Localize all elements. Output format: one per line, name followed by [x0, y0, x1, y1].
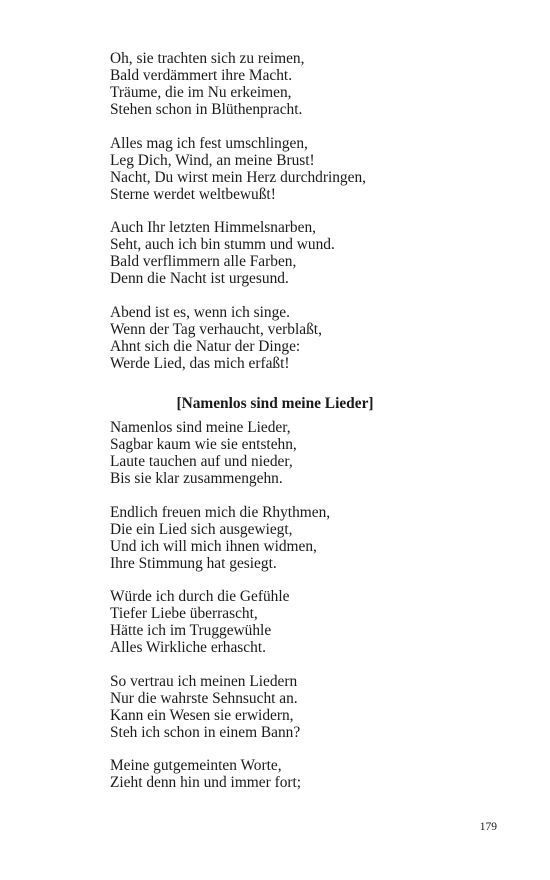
stanza: [110, 135, 440, 203]
verse-line: Laute tauchen auf und nieder,: [110, 453, 293, 470]
verse-line: Oh, sie trachten sich zu reimen,: [110, 50, 305, 67]
verse-line: Und ich will mich ihnen widmen,: [110, 537, 317, 555]
verse-line: Zieht denn hin und immer fort;: [110, 774, 302, 791]
verse-line: Tiefer Liebe überrascht,: [110, 605, 258, 622]
poem-title: [Namenlos sind meine Lieder]: [176, 395, 374, 412]
verse-line: Nur die wahrste Sehnsucht an.: [110, 689, 298, 707]
verse-line: Steh ich schon in einem Bann?: [110, 723, 301, 741]
verse-line: Alles mag ich fest umschlingen,: [110, 134, 308, 152]
verse-line: Ahnt sich die Natur der Dinge:: [110, 337, 301, 355]
stanza: [110, 588, 440, 656]
verse-line: Sterne werdet weltbewußt!: [110, 185, 276, 203]
poem-continued: [110, 50, 440, 372]
verse-line: Auch Ihr letzten Himmelsnarben,: [110, 219, 316, 236]
verse-line: Kann ein Wesen sie erwidern,: [110, 706, 294, 724]
verse-line: Seht, auch ich bin stumm und wund.: [110, 236, 335, 253]
stanza: [110, 219, 440, 287]
verse-line: Träume, die im Nu erkeimen,: [110, 84, 292, 101]
verse-line: Werde Lied, das mich erfaßt!: [110, 354, 290, 372]
verse-line: Namenlos sind meine Lieder,: [110, 419, 291, 436]
page-number: 179: [479, 821, 497, 833]
verse-line: Alles Wirkliche erhascht.: [110, 639, 266, 656]
stanza: [110, 50, 440, 118]
verse-line: Bis sie klar zusammengehn.: [110, 470, 283, 487]
verse-line: Hätte ich im Truggewühle: [110, 622, 272, 639]
verse-line: Abend ist es, wenn ich singe.: [110, 303, 290, 321]
stanza: [110, 504, 440, 572]
verse-line: Bald verflimmern alle Farben,: [110, 253, 297, 270]
poem-body: [110, 419, 440, 791]
verse-line: Nacht, Du wirst mein Herz durchdringen,: [110, 168, 367, 186]
verse-line: Die ein Lied sich ausgewiegt,: [110, 520, 293, 538]
verse-line: Bald verdämmert ihre Macht.: [110, 67, 293, 84]
stanza: [110, 757, 440, 791]
verse-line: Leg Dich, Wind, an meine Brust!: [110, 151, 315, 169]
stanza: [110, 304, 440, 372]
verse-line: Endlich freuen mich die Rhythmen,: [110, 503, 331, 521]
verse-line: So vertrau ich meinen Liedern: [110, 672, 298, 690]
verse-line: Ihre Stimmung hat gesiegt.: [110, 554, 277, 572]
verse-line: Meine gutgemeinten Worte,: [110, 757, 282, 774]
verse-line: Würde ich durch die Gefühle: [110, 588, 290, 605]
verse-line: Sagbar kaum wie sie entstehn,: [110, 436, 297, 453]
verse-line: Denn die Nacht ist urgesund.: [110, 270, 289, 287]
verse-line: Wenn der Tag verhaucht, verblaßt,: [110, 320, 322, 338]
stanza: [110, 419, 440, 487]
verse-line: Stehen schon in Blüthenpracht.: [110, 101, 303, 118]
stanza: [110, 673, 440, 741]
